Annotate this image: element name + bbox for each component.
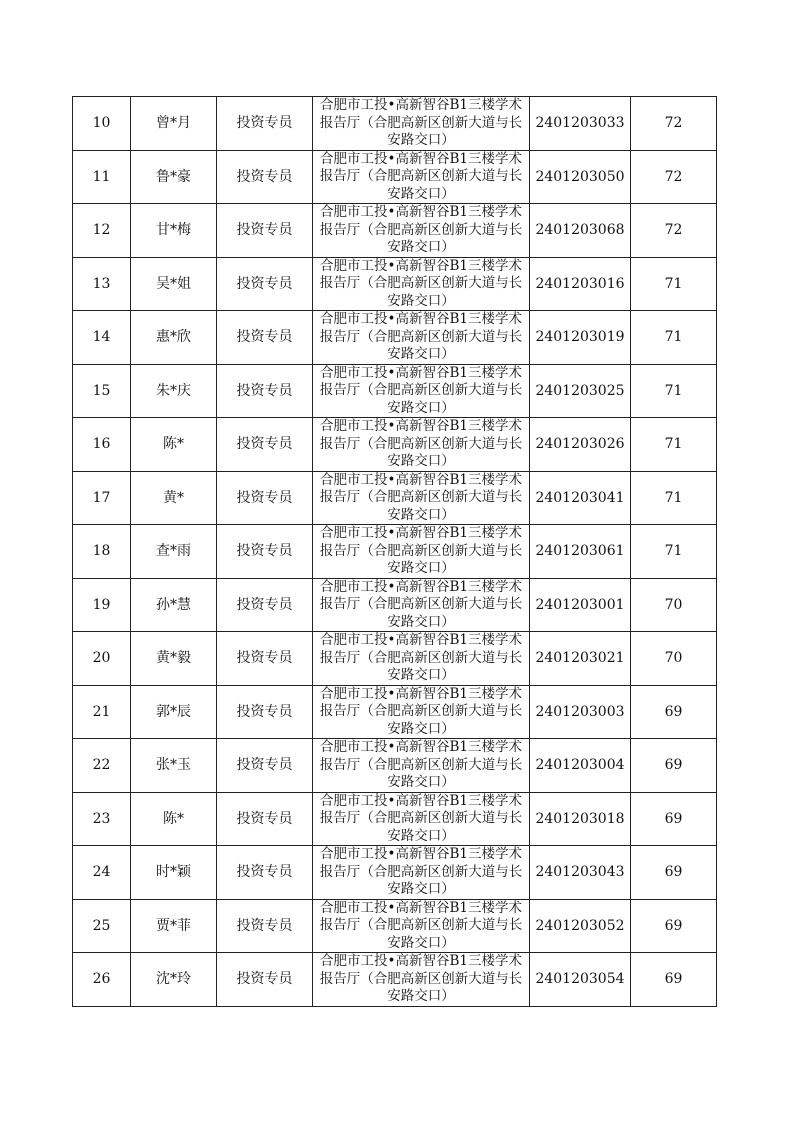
- row-number-cell: 14: [73, 311, 131, 365]
- exam-location-cell: 合肥市工投•高新智谷B1三楼学术报告厅（合肥高新区创新大道与长安路交口）: [313, 953, 530, 1007]
- exam-location-cell: 合肥市工投•高新智谷B1三楼学术报告厅（合肥高新区创新大道与长安路交口）: [313, 311, 530, 365]
- ticket-number-cell: 2401203050: [530, 150, 631, 204]
- table-row: [73, 632, 717, 686]
- position-cell: 投资专员: [217, 150, 313, 204]
- exam-location-cell: 合肥市工投•高新智谷B1三楼学术报告厅（合肥高新区创新大道与长安路交口）: [313, 739, 530, 793]
- row-number-cell: 20: [73, 632, 131, 686]
- candidate-name-cell: 曾*月: [131, 97, 217, 151]
- candidate-name-cell: 郭*辰: [131, 685, 217, 739]
- ticket-number-cell: 2401203021: [530, 632, 631, 686]
- score-cell: 72: [631, 150, 717, 204]
- row-number-cell: 12: [73, 204, 131, 258]
- candidate-name-cell: 黄*: [131, 471, 217, 525]
- score-cell: 72: [631, 204, 717, 258]
- score-cell: 71: [631, 525, 717, 579]
- candidate-name-cell: 查*雨: [131, 525, 217, 579]
- row-number-cell: 26: [73, 953, 131, 1007]
- score-cell: 69: [631, 739, 717, 793]
- candidate-name-cell: 时*颖: [131, 846, 217, 900]
- position-cell: 投资专员: [217, 899, 313, 953]
- position-cell: 投资专员: [217, 953, 313, 1007]
- exam-location-cell: 合肥市工投•高新智谷B1三楼学术报告厅（合肥高新区创新大道与长安路交口）: [313, 685, 530, 739]
- exam-location-cell: 合肥市工投•高新智谷B1三楼学术报告厅（合肥高新区创新大道与长安路交口）: [313, 632, 530, 686]
- position-cell: 投资专员: [217, 204, 313, 258]
- exam-location-cell: 合肥市工投•高新智谷B1三楼学术报告厅（合肥高新区创新大道与长安路交口）: [313, 792, 530, 846]
- candidate-name-cell: 惠*欣: [131, 311, 217, 365]
- position-cell: 投资专员: [217, 739, 313, 793]
- row-number-cell: 15: [73, 364, 131, 418]
- candidate-name-cell: 甘*梅: [131, 204, 217, 258]
- ticket-number-cell: 2401203043: [530, 846, 631, 900]
- score-cell: 71: [631, 471, 717, 525]
- row-number-cell: 16: [73, 418, 131, 472]
- exam-location-cell: 合肥市工投•高新智谷B1三楼学术报告厅（合肥高新区创新大道与长安路交口）: [313, 364, 530, 418]
- row-number-cell: 22: [73, 739, 131, 793]
- position-cell: 投资专员: [217, 792, 313, 846]
- table-row: [73, 97, 717, 151]
- score-cell: 69: [631, 685, 717, 739]
- score-cell: 70: [631, 632, 717, 686]
- ticket-number-cell: 2401203033: [530, 97, 631, 151]
- ticket-number-cell: 2401203052: [530, 899, 631, 953]
- position-cell: 投资专员: [217, 311, 313, 365]
- table-row: [73, 685, 717, 739]
- table-row: [73, 846, 717, 900]
- row-number-cell: 25: [73, 899, 131, 953]
- score-cell: 69: [631, 899, 717, 953]
- position-cell: 投资专员: [217, 525, 313, 579]
- table-row: [73, 471, 717, 525]
- candidate-name-cell: 孙*慧: [131, 578, 217, 632]
- row-number-cell: 24: [73, 846, 131, 900]
- exam-location-cell: 合肥市工投•高新智谷B1三楼学术报告厅（合肥高新区创新大道与长安路交口）: [313, 578, 530, 632]
- exam-location-cell: 合肥市工投•高新智谷B1三楼学术报告厅（合肥高新区创新大道与长安路交口）: [313, 471, 530, 525]
- score-cell: 71: [631, 418, 717, 472]
- row-number-cell: 13: [73, 257, 131, 311]
- ticket-number-cell: 2401203004: [530, 739, 631, 793]
- candidate-name-cell: 鲁*豪: [131, 150, 217, 204]
- score-cell: 69: [631, 846, 717, 900]
- table-row: [73, 257, 717, 311]
- table-row: [73, 311, 717, 365]
- table-body: [73, 97, 717, 1007]
- row-number-cell: 19: [73, 578, 131, 632]
- table-row: [73, 899, 717, 953]
- ticket-number-cell: 2401203054: [530, 953, 631, 1007]
- position-cell: 投资专员: [217, 257, 313, 311]
- ticket-number-cell: 2401203061: [530, 525, 631, 579]
- score-cell: 71: [631, 364, 717, 418]
- ticket-number-cell: 2401203068: [530, 204, 631, 258]
- exam-location-cell: 合肥市工投•高新智谷B1三楼学术报告厅（合肥高新区创新大道与长安路交口）: [313, 97, 530, 151]
- score-cell: 71: [631, 257, 717, 311]
- ticket-number-cell: 2401203019: [530, 311, 631, 365]
- table-row: [73, 739, 717, 793]
- position-cell: 投资专员: [217, 418, 313, 472]
- position-cell: 投资专员: [217, 578, 313, 632]
- exam-location-cell: 合肥市工投•高新智谷B1三楼学术报告厅（合肥高新区创新大道与长安路交口）: [313, 257, 530, 311]
- ticket-number-cell: 2401203025: [530, 364, 631, 418]
- ticket-number-cell: 2401203016: [530, 257, 631, 311]
- position-cell: 投资专员: [217, 846, 313, 900]
- table-row: [73, 150, 717, 204]
- position-cell: 投资专员: [217, 364, 313, 418]
- position-cell: 投资专员: [217, 685, 313, 739]
- exam-location-cell: 合肥市工投•高新智谷B1三楼学术报告厅（合肥高新区创新大道与长安路交口）: [313, 899, 530, 953]
- candidate-name-cell: 贾*菲: [131, 899, 217, 953]
- table-row: [73, 953, 717, 1007]
- ticket-number-cell: 2401203026: [530, 418, 631, 472]
- candidate-name-cell: 沈*玲: [131, 953, 217, 1007]
- row-number-cell: 23: [73, 792, 131, 846]
- table-row: [73, 578, 717, 632]
- row-number-cell: 10: [73, 97, 131, 151]
- candidate-name-cell: 吴*姐: [131, 257, 217, 311]
- candidate-name-cell: 黄*毅: [131, 632, 217, 686]
- score-cell: 69: [631, 792, 717, 846]
- exam-location-cell: 合肥市工投•高新智谷B1三楼学术报告厅（合肥高新区创新大道与长安路交口）: [313, 418, 530, 472]
- ticket-number-cell: 2401203001: [530, 578, 631, 632]
- candidate-name-cell: 陈*: [131, 418, 217, 472]
- candidate-name-cell: 张*玉: [131, 739, 217, 793]
- score-cell: 69: [631, 953, 717, 1007]
- candidate-name-cell: 陈*: [131, 792, 217, 846]
- table-row: [73, 418, 717, 472]
- row-number-cell: 11: [73, 150, 131, 204]
- score-cell: 71: [631, 311, 717, 365]
- score-cell: 72: [631, 97, 717, 151]
- row-number-cell: 17: [73, 471, 131, 525]
- results-table: [72, 96, 717, 1007]
- ticket-number-cell: 2401203041: [530, 471, 631, 525]
- ticket-number-cell: 2401203003: [530, 685, 631, 739]
- table-row: [73, 364, 717, 418]
- exam-location-cell: 合肥市工投•高新智谷B1三楼学术报告厅（合肥高新区创新大道与长安路交口）: [313, 150, 530, 204]
- position-cell: 投资专员: [217, 471, 313, 525]
- row-number-cell: 18: [73, 525, 131, 579]
- exam-location-cell: 合肥市工投•高新智谷B1三楼学术报告厅（合肥高新区创新大道与长安路交口）: [313, 204, 530, 258]
- ticket-number-cell: 2401203018: [530, 792, 631, 846]
- table-row: [73, 792, 717, 846]
- candidate-name-cell: 朱*庆: [131, 364, 217, 418]
- position-cell: 投资专员: [217, 97, 313, 151]
- table-row: [73, 204, 717, 258]
- position-cell: 投资专员: [217, 632, 313, 686]
- table-row: [73, 525, 717, 579]
- exam-location-cell: 合肥市工投•高新智谷B1三楼学术报告厅（合肥高新区创新大道与长安路交口）: [313, 525, 530, 579]
- score-cell: 70: [631, 578, 717, 632]
- exam-location-cell: 合肥市工投•高新智谷B1三楼学术报告厅（合肥高新区创新大道与长安路交口）: [313, 846, 530, 900]
- row-number-cell: 21: [73, 685, 131, 739]
